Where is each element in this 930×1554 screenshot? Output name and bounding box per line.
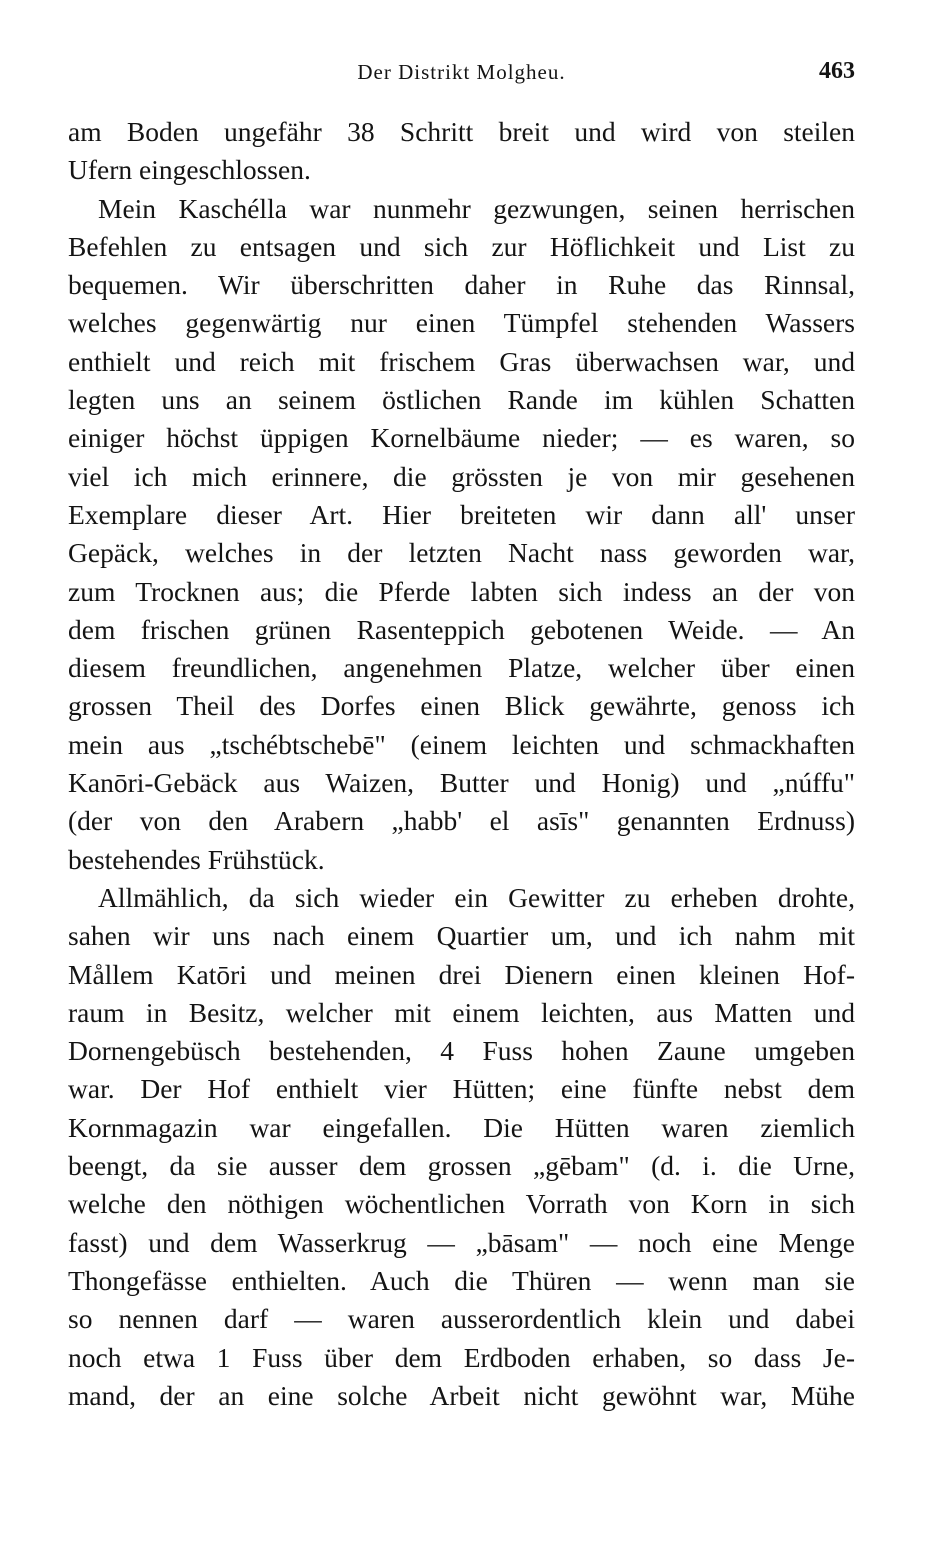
text-line: legten uns an seinem östlichen Rande im kühlen Schatten (68, 384, 855, 416)
text-line: welches gegenwärtig nur einen Tümpfel stehenden Wassers (68, 307, 855, 339)
text-line: Allmählich, da sich wieder ein Gewitter zu erheben drohte, (98, 881, 855, 913)
text-line: Befehlen zu entsagen und sich zur Höflichkeit und List zu (68, 230, 855, 262)
text-line: Gepäck, welches in der letzten Nacht nass geworden war, (68, 537, 855, 569)
text-line: beengt, da sie ausser dem grossen „gēbam" (d. i. die Urne, (68, 1150, 855, 1182)
text-line: grossen Theil des Dorfes einen Blick gewährte, genoss ich (68, 690, 855, 722)
body-text (68, 113, 855, 1415)
text-line: mand, der an eine solche Arbeit nicht gewöhnt war, Mühe (68, 1379, 855, 1411)
text-line: Mållem Katōri und meinen drei Dienern einen kleinen Hof- (68, 958, 855, 990)
text-line: raum in Besitz, welcher mit einem leichten, aus Matten und (68, 996, 855, 1028)
running-title: Der Distrikt Molgheu. (357, 60, 566, 84)
text-line: war. Der Hof enthielt vier Hütten; eine fünfte nebst dem (68, 1073, 855, 1105)
paragraph-3 (68, 879, 855, 1415)
text-line: bequemen. Wir überschritten daher in Ruhe das Rinnsal, (68, 269, 855, 301)
text-line: Exemplare dieser Art. Hier breiteten wir dann all' unser (68, 498, 855, 530)
text-line: fasst) und dem Wasserkrug — „bāsam" — noch eine Menge (68, 1226, 855, 1258)
text-line: Kanōri-Gebäck aus Waizen, Butter und Honig) und „núffu" (68, 767, 855, 799)
text-line: sahen wir uns nach einem Quartier um, und ich nahm mit (68, 920, 855, 952)
text-line: Kornmagazin war eingefallen. Die Hütten waren ziemlich (68, 1111, 855, 1143)
text-line: welche den nöthigen wöchentlichen Vorrath von Korn in sich (68, 1188, 855, 1220)
text-line: am Boden ungefähr 38 Schritt breit und wird von steilen (68, 116, 855, 147)
text-line: dem frischen grünen Rasenteppich gebotenen Weide. — An (68, 613, 855, 645)
text-line: noch etwa 1 Fuss über dem Erdboden erhaben, so dass Je- (68, 1341, 855, 1373)
paragraph-1 (68, 113, 855, 190)
text-line: Mein Kaschélla war nunmehr gezwungen, seinen herrischen (98, 192, 855, 224)
text-line: (der von den Arabern „habb' el asīs" genannten Erdnuss) (68, 805, 855, 837)
text-line: so nennen darf — waren ausserordentlich klein und dabei (68, 1303, 855, 1335)
text-line: diesem freundlichen, angenehmen Platze, welcher über einen (68, 652, 855, 684)
text-line: mein aus „tschébtschebē" (einem leichten und schmackhaften (68, 728, 855, 760)
text-line: Dornengebüsch bestehenden, 4 Fuss hohen Zaune umgeben (68, 1035, 855, 1067)
text-line: einiger höchst üppigen Kornelbäume nieder; — es waren, so (68, 422, 855, 454)
text-line: Ufern eingeschlossen. (68, 154, 311, 186)
text-line: zum Trocknen aus; die Pferde labten sich indess an der von (68, 575, 855, 607)
text-line: Thongefässe enthielten. Auch die Thüren — wenn man sie (68, 1264, 855, 1296)
text-line: viel ich mich erinnere, die grössten je von mir gesehenen (68, 460, 855, 492)
text-line: bestehendes Frühstück. (68, 843, 325, 875)
running-head (68, 60, 855, 90)
paragraph-2 (68, 190, 855, 879)
text-line: enthielt und reich mit frischem Gras überwachsen war, und (68, 345, 855, 377)
page-number: 463 (819, 58, 855, 84)
